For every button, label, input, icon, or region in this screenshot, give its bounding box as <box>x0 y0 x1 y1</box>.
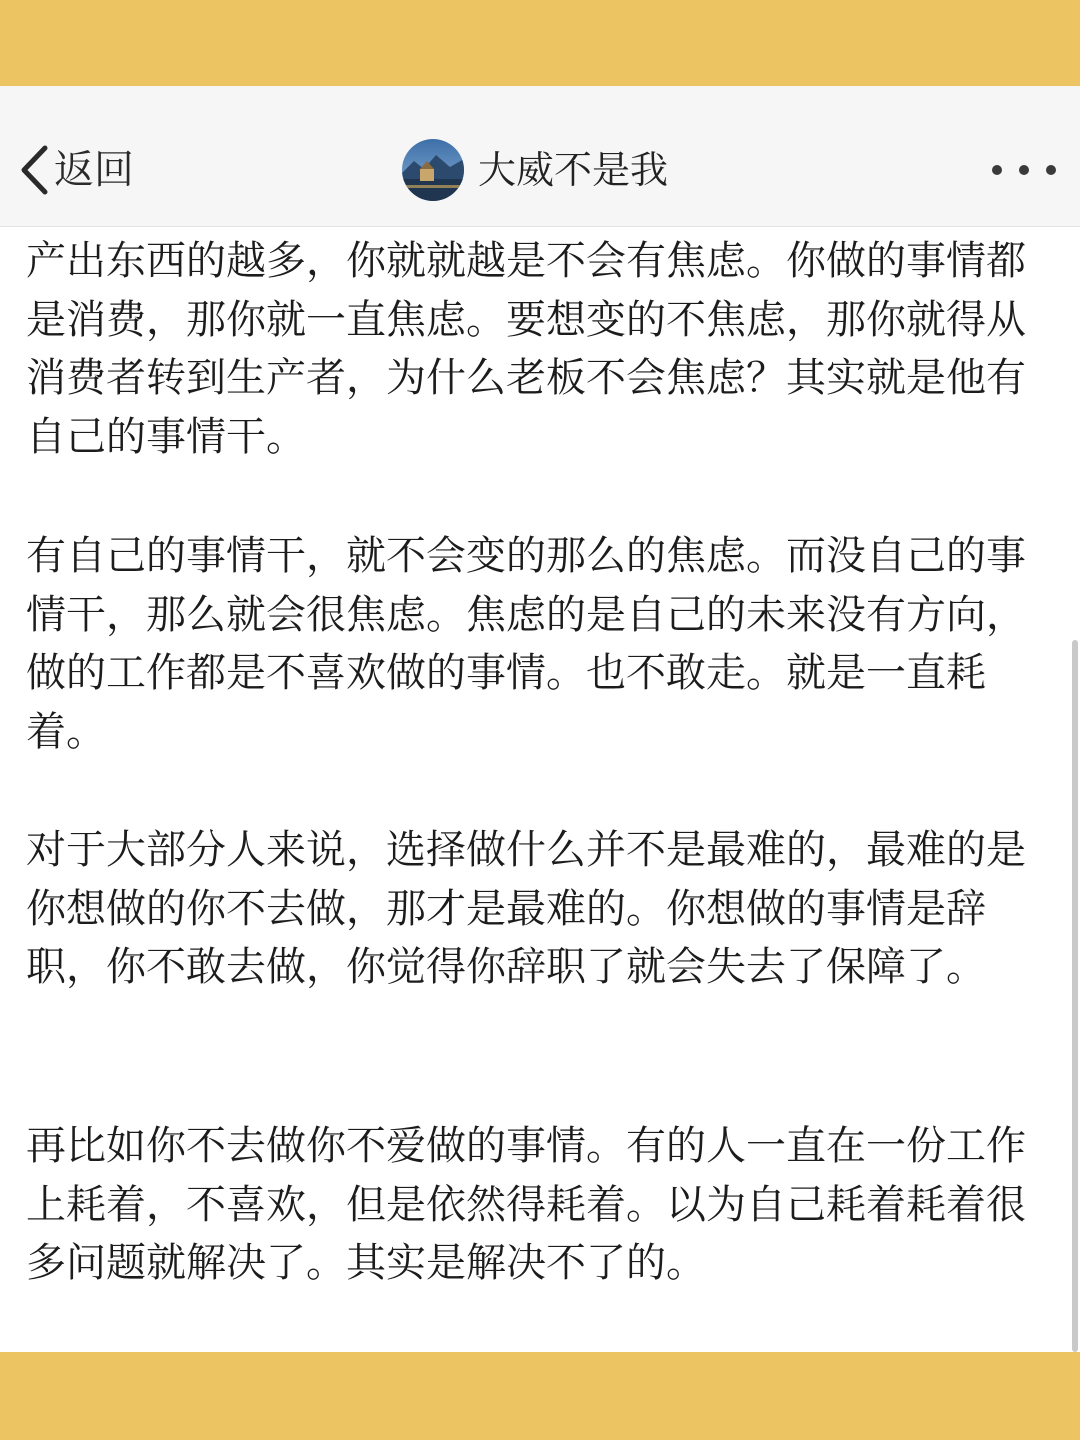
chevron-left-icon <box>18 144 50 196</box>
more-dots-icon[interactable] <box>992 150 1056 190</box>
navigation-bar <box>0 86 1080 227</box>
author-name[interactable]: 大威不是我 <box>478 148 669 192</box>
back-button[interactable] <box>18 142 134 198</box>
top-banner <box>0 0 1080 86</box>
back-label: 返回 <box>54 147 134 193</box>
paragraph: 有自己的事情干，就不会变的那么的焦虑。而没自己的事情干，那么就会很焦虑。焦虑的是自己的未来没有方向，做的工作都是不喜欢做的事情。也不敢走。就是一直耗着。 <box>26 533 1026 755</box>
note-content[interactable] <box>0 227 1080 1352</box>
author-info[interactable] <box>402 138 668 202</box>
paragraph: 再比如你不去做你不爱做的事情。有的人一直在一份工作上耗着，不喜欢，但是依然得耗着。以为自己耗着耗着很多问题就解决了。其实是解决不了的。 <box>26 1123 1026 1287</box>
dot <box>1046 165 1056 175</box>
dot <box>992 165 1002 175</box>
bottom-banner <box>0 1352 1080 1440</box>
dot <box>1019 165 1029 175</box>
avatar[interactable] <box>402 139 464 201</box>
paragraph: 对于大部分人来说，选择做什么并不是最难的，最难的是你想做的你不去做，那才是最难的。你想做的事情是辞职，你不敢去做，你觉得你辞职了就会失去了保障了。 <box>26 827 1026 991</box>
scrollbar[interactable] <box>1072 640 1078 1352</box>
paragraph: 产出东西的越多，你就就越是不会有焦虑。你做的事情都是消费，那你就一直焦虑。要想变的不焦虑，那你就得从消费者转到生产者，为什么老板不会焦虑？其实就是他有自己的事情干。 <box>26 238 1026 460</box>
